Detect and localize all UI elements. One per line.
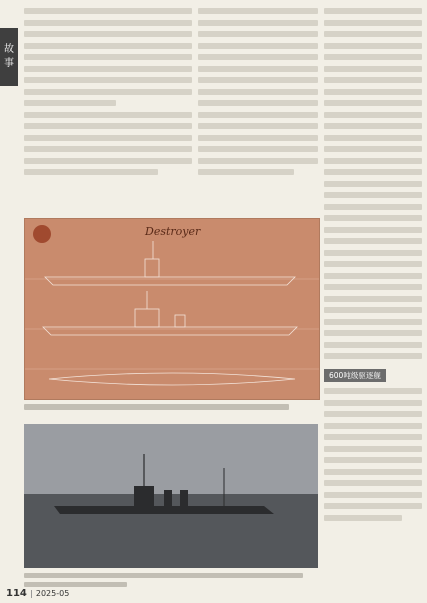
text-line-placeholder [24,8,192,14]
text-line-placeholder [324,400,422,406]
text-line-placeholder [198,123,318,129]
text-line-placeholder [24,146,192,152]
text-line-placeholder [324,330,422,336]
text-line-placeholder [24,77,192,83]
text-line-placeholder [198,100,318,106]
text-line-placeholder [24,158,192,164]
text-line-placeholder [324,8,422,14]
text-line-placeholder [324,123,422,129]
text-line-placeholder [324,446,422,452]
text-line-placeholder [324,353,422,359]
text-line-placeholder [24,66,192,72]
text-line-placeholder [324,66,422,72]
text-line-placeholder [198,77,318,83]
text-line-placeholder [198,20,318,26]
text-line-placeholder [24,404,289,410]
issue-label: 2025-05 [35,589,70,598]
text-line-placeholder [24,112,192,118]
destroyer-blueprint-figure [24,218,320,400]
text-line-placeholder [324,423,422,429]
text-line-placeholder [198,146,318,152]
text-line-placeholder [324,342,422,348]
text-line-placeholder [198,169,294,175]
right-text-column [324,8,422,526]
text-line-placeholder [324,54,422,60]
text-line-placeholder [24,89,192,95]
text-line-placeholder [324,388,422,394]
text-line-placeholder [198,158,318,164]
text-line-placeholder [24,123,192,129]
text-line-placeholder [24,135,192,141]
text-line-placeholder [24,54,192,60]
text-line-placeholder [324,503,422,509]
text-line-placeholder [324,261,422,267]
text-line-placeholder [324,492,422,498]
middle-text-column [198,8,318,181]
text-line-placeholder [324,515,402,521]
text-line-placeholder [324,204,422,210]
section-heading: 600吨级驱逐舰 [324,369,386,383]
text-line-placeholder [324,77,422,83]
text-line-placeholder [198,135,318,141]
text-line-placeholder [324,31,422,37]
warship-photo [24,424,318,568]
text-line-placeholder [324,181,422,187]
text-line-placeholder [324,20,422,26]
text-line-placeholder [24,169,158,175]
left-text-column [24,8,192,181]
text-line-placeholder [324,273,422,279]
figure1-caption-placeholder [24,404,318,418]
text-line-placeholder [324,146,422,152]
footer-divider [31,590,32,598]
section-tab-char-2: 事 [4,58,14,69]
page-number: 114 [6,588,27,599]
text-line-placeholder [324,192,422,198]
text-line-placeholder [324,100,422,106]
blueprint-drawing [25,219,319,399]
text-line-placeholder [198,89,318,95]
text-line-placeholder [198,54,318,60]
text-line-placeholder [24,43,192,49]
text-line-placeholder [24,100,116,106]
text-line-placeholder [324,307,422,313]
text-line-placeholder [24,582,127,587]
text-line-placeholder [324,238,422,244]
section-tab [0,28,18,86]
page-footer [6,588,69,599]
text-line-placeholder [198,43,318,49]
text-line-placeholder [198,112,318,118]
text-line-placeholder [324,296,422,302]
text-line-placeholder [324,469,422,475]
text-line-placeholder [324,158,422,164]
text-line-placeholder [324,215,422,221]
text-line-placeholder [198,8,318,14]
text-line-placeholder [324,43,422,49]
text-line-placeholder [324,284,422,290]
warship-photo-drawing [24,424,318,568]
text-line-placeholder [198,66,318,72]
section-tab-char-1: 故 [4,44,14,55]
text-line-placeholder [324,480,422,486]
text-line-placeholder [324,457,422,463]
text-line-placeholder [24,20,192,26]
text-line-placeholder [324,135,422,141]
text-line-placeholder [24,31,192,37]
blueprint-title: Destroyer [145,225,201,238]
text-line-placeholder [324,112,422,118]
text-line-placeholder [324,319,422,325]
text-line-placeholder [324,411,422,417]
text-line-placeholder [324,250,422,256]
text-line-placeholder [198,31,318,37]
text-line-placeholder [324,434,422,440]
text-line-placeholder [24,573,303,578]
text-line-placeholder [324,89,422,95]
text-line-placeholder [324,169,422,175]
text-line-placeholder [324,227,422,233]
